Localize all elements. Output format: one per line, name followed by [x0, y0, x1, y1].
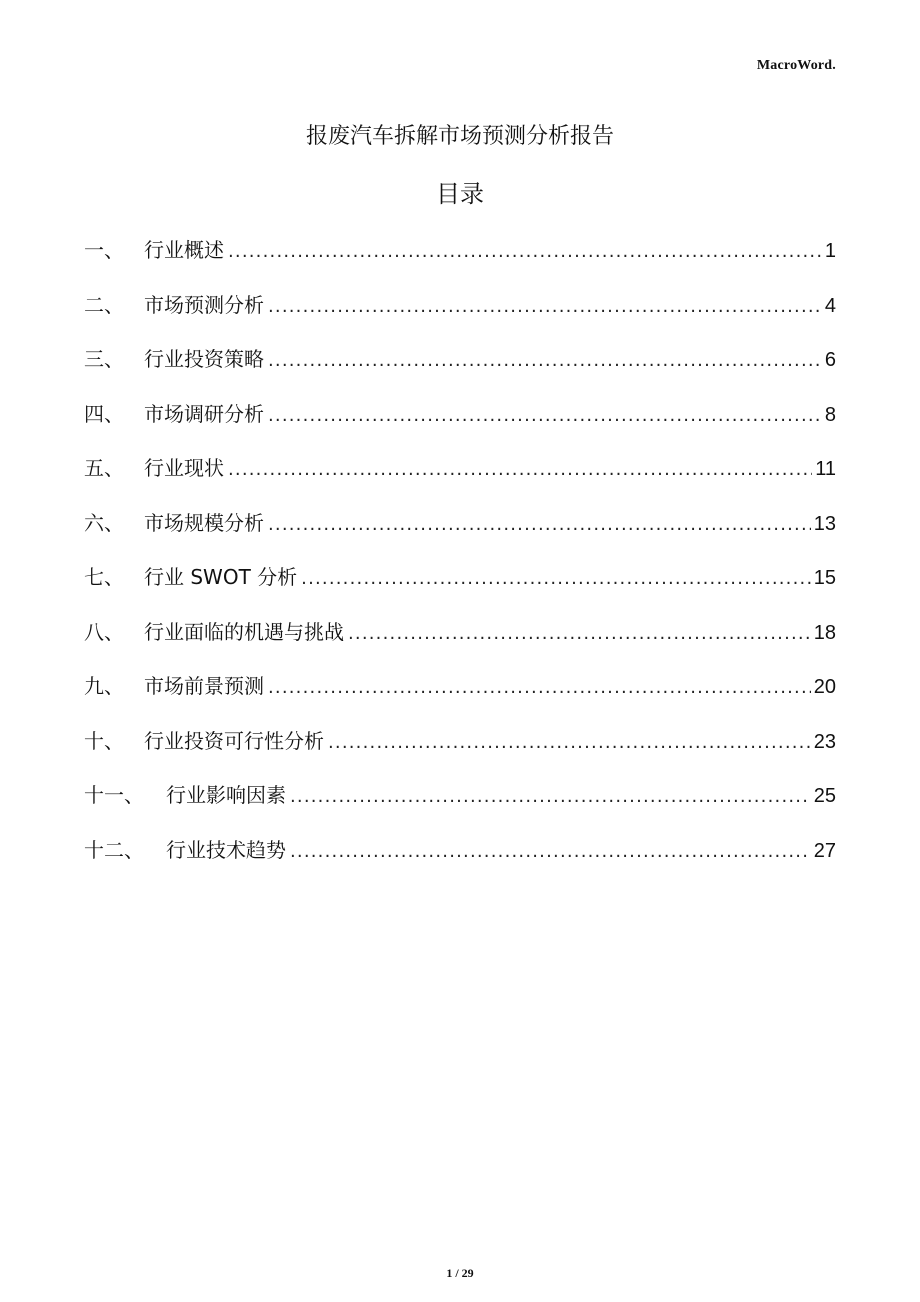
toc-entry[interactable] [84, 341, 836, 396]
toc-entry-page: 8 [824, 403, 836, 426]
toc-entry-page: 20 [813, 676, 836, 698]
toc-entry-number: 九、 [84, 674, 124, 698]
toc-dot-leader [348, 616, 811, 652]
toc-entry-label: 行业投资可行性分析 [144, 728, 324, 753]
toc-entry-page: 13 [813, 512, 836, 535]
table-of-contents [84, 232, 836, 886]
toc-entry-label: 市场规模分析 [144, 510, 264, 535]
toc-heading: 目录 [436, 180, 484, 208]
toc-entry[interactable] [84, 668, 836, 723]
toc-entry-number: 十、 [84, 728, 124, 753]
toc-entry-label: 行业投资策略 [144, 347, 264, 371]
toc-entry-label: 行业现状 [144, 456, 224, 480]
toc-entry-label: 行业 SWOT 分析 [144, 565, 298, 589]
toc-entry-label: 行业技术趋势 [166, 837, 286, 862]
page-indicator: 1 / 29 [446, 1266, 474, 1280]
toc-entry-label: 行业影响因素 [166, 783, 286, 807]
toc-entry[interactable] [84, 614, 836, 669]
toc-entry-number: 七、 [84, 565, 124, 589]
toc-dot-leader [290, 779, 811, 815]
toc-entry-page: 15 [813, 567, 836, 589]
toc-dot-leader [228, 452, 812, 488]
toc-entry-number: 四、 [84, 401, 124, 426]
document-title: 报废汽车拆解市场预测分析报告 [305, 124, 614, 149]
toc-entry-number: 十二、 [84, 837, 144, 862]
toc-entry-page: 11 [815, 458, 836, 480]
toc-dot-leader [301, 561, 811, 597]
toc-entry-page: 23 [813, 730, 836, 753]
toc-entry-number: 五、 [84, 456, 124, 480]
toc-entry-number: 三、 [84, 347, 124, 371]
toc-entry-number: 八、 [84, 619, 124, 644]
toc-entry-number: 十一、 [84, 783, 144, 807]
toc-entry-number: 六、 [84, 510, 124, 535]
toc-entry-page: 4 [824, 294, 836, 317]
toc-entry-page: 18 [813, 621, 836, 644]
toc-entry-number: 一、 [84, 238, 124, 262]
toc-entry-label: 市场预测分析 [144, 292, 264, 317]
toc-entry-page: 27 [813, 839, 836, 862]
toc-entry[interactable] [84, 559, 836, 614]
toc-entry-page: 1 [824, 240, 836, 262]
toc-dot-leader [290, 834, 811, 870]
toc-entry[interactable] [84, 287, 836, 342]
toc-entry-page: 6 [824, 349, 836, 371]
toc-entry[interactable] [84, 777, 836, 832]
toc-dot-leader [268, 289, 822, 325]
toc-entry-label: 市场调研分析 [144, 401, 264, 426]
toc-dot-leader [228, 234, 822, 270]
toc-dot-leader [268, 343, 822, 379]
toc-dot-leader [268, 670, 811, 706]
toc-entry-label: 行业面临的机遇与挑战 [144, 619, 344, 644]
header-watermark: MacroWord. [756, 58, 836, 73]
toc-dot-leader [328, 725, 811, 761]
toc-entry-label: 行业概述 [144, 238, 224, 262]
toc-entry[interactable] [84, 232, 836, 287]
toc-entry[interactable] [84, 450, 836, 505]
toc-entry-page: 25 [813, 785, 836, 807]
toc-entry-label: 市场前景预测 [144, 674, 264, 698]
toc-entry[interactable] [84, 832, 836, 887]
toc-entry[interactable] [84, 396, 836, 451]
toc-dot-leader [268, 507, 811, 543]
toc-entry[interactable] [84, 723, 836, 778]
toc-dot-leader [268, 398, 822, 434]
toc-entry[interactable] [84, 505, 836, 560]
toc-entry-number: 二、 [84, 292, 124, 317]
